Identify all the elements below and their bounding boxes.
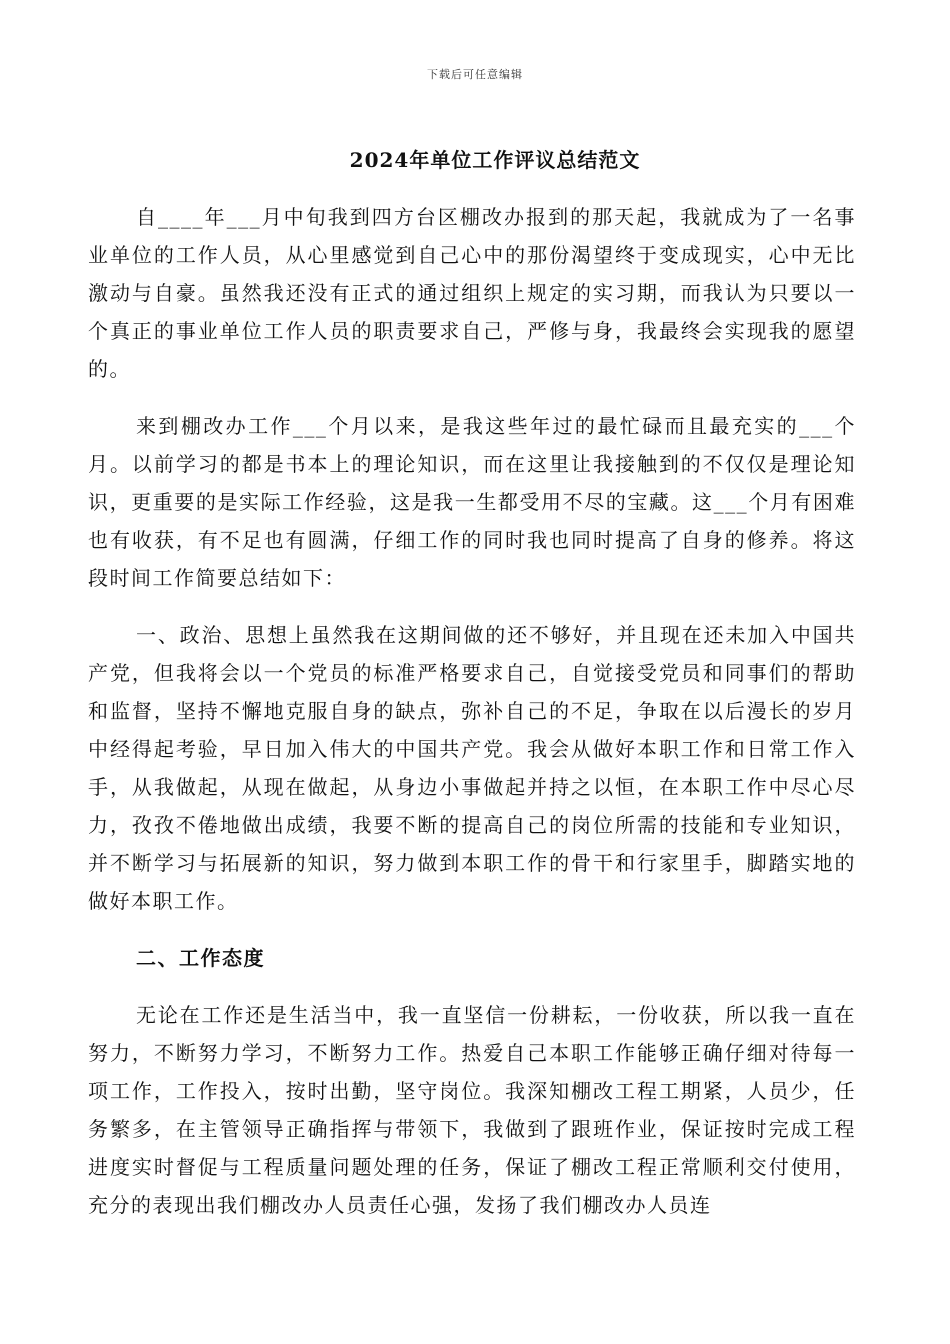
paragraph-intro: 自____年___月中旬我到四方台区棚改办报到的那天起，我就成为了一名事业单位的工作人员，从心里感觉到自己心中的那份渴望终于变成现实，心中无比激动与自豪。虽然我还没有正式的通过组织上规定的实习期，而我认为只要以一个真正的事业单位工作人员的职责要求自己，严修与身，我最终会实现我的愿望的。 (88, 205, 856, 381)
paragraph-work-attitude: 无论在工作还是生活当中，我一直坚信一份耕耘，一份收获，所以我一直在努力，不断努力学习，不断努力工作。热爱自己本职工作能够正确仔细对待每一项工作，工作投入，按时出勤，坚守岗位。我深知棚改工程工期紧，人员少，任务繁多，在主管领导正确指挥与带领下，我做到了跟班作业，保证按时完成工程进度实时督促与工程质量问题处理的任务，保证了棚改工程正常顺利交付使用，充分的表现出我们棚改办人员责任心强，发扬了我们棚改办人员连 (88, 1003, 856, 1217)
section-heading-work-attitude: 二、工作态度 (136, 946, 265, 970)
paragraph-summary: 来到棚改办工作___个月以来，是我这些年过的最忙碌而且最充实的___个月。以前学习的都是书本上的理论知识，而在这里让我接触到的不仅仅是理论知识，更重要的是实际工作经验，这是我一生都受用不尽的宝藏。这___个月有困难也有收获，有不足也有圆满，仔细工作的同时我也同时提高了自身的修养。将这段时间工作简要总结如下： (88, 414, 856, 590)
paragraph-political: 一、政治、思想上虽然我在这期间做的还不够好，并且现在还未加入中国共产党，但我将会以一个党员的标准严格要求自己，自觉接受党员和同事们的帮助和监督，坚持不懈地克服自身的缺点，弥补自己的不足，争取在以后漫长的岁月中经得起考验，早日加入伟大的中国共产党。我会从做好本职工作和日常工作入手，从我做起，从现在做起，从身边小事做起并持之以恒，在本职工作中尽心尽力，孜孜不倦地做出成绩，我要不断的提高自己的岗位所需的技能和专业知识，并不断学习与拓展新的知识，努力做到本职工作的骨干和行家里手，脚踏实地的做好本职工作。 (88, 623, 856, 913)
header-note: 下载后可任意编辑 (427, 68, 523, 81)
document-body (88, 198, 856, 1243)
document-title: 2024年单位工作评议总结范文 (349, 148, 641, 172)
